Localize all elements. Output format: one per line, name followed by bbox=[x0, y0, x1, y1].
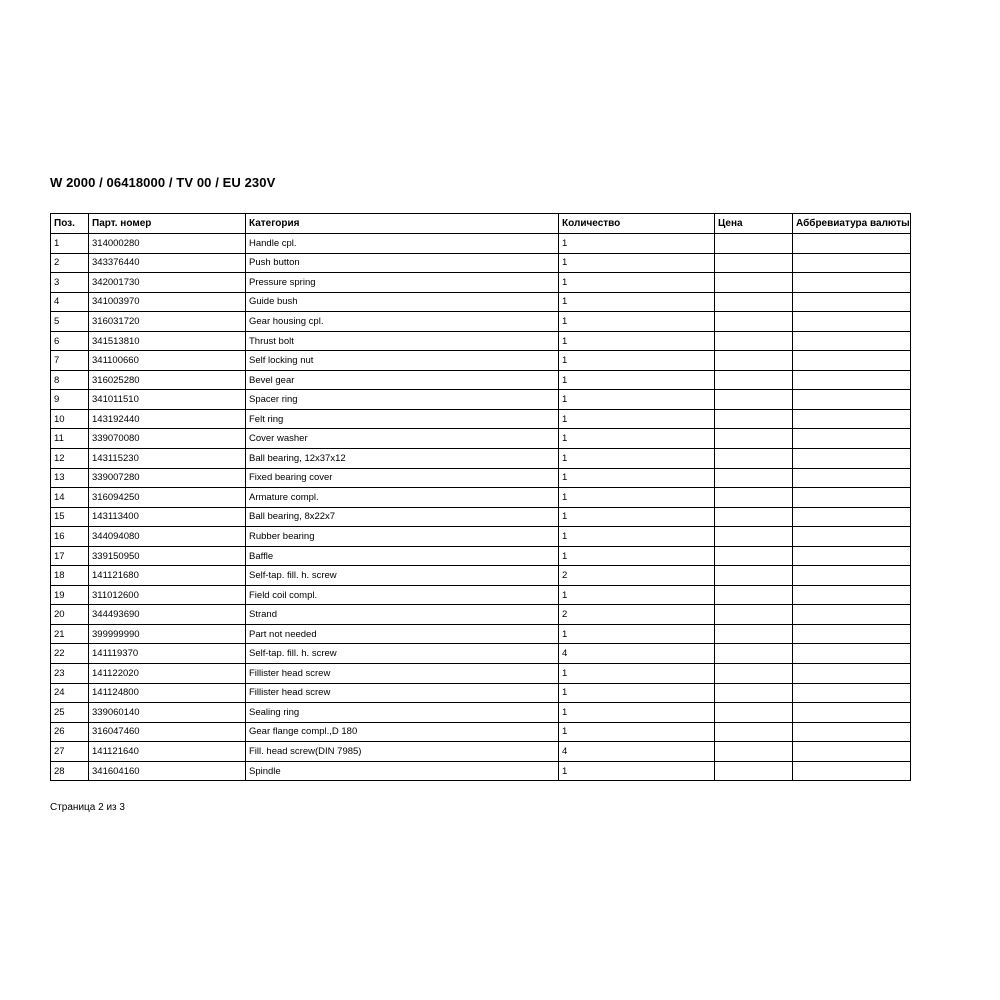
cell-price bbox=[715, 390, 793, 410]
cell-position: 14 bbox=[51, 488, 89, 508]
cell-price bbox=[715, 292, 793, 312]
cell-price bbox=[715, 312, 793, 332]
cell-part-number: 341604160 bbox=[89, 761, 246, 781]
cell-position: 23 bbox=[51, 664, 89, 684]
cell-position: 7 bbox=[51, 351, 89, 371]
cell-currency bbox=[793, 605, 911, 625]
cell-currency bbox=[793, 292, 911, 312]
cell-part-number: 143113400 bbox=[89, 507, 246, 527]
cell-category: Ball bearing, 8x22x7 bbox=[246, 507, 559, 527]
header-position: Поз. bbox=[51, 214, 89, 234]
cell-quantity: 4 bbox=[559, 644, 715, 664]
cell-part-number: 143115230 bbox=[89, 449, 246, 469]
table-row bbox=[51, 488, 911, 508]
cell-quantity: 1 bbox=[559, 507, 715, 527]
cell-price bbox=[715, 507, 793, 527]
cell-part-number: 341011510 bbox=[89, 390, 246, 410]
cell-category: Armature compl. bbox=[246, 488, 559, 508]
table-row bbox=[51, 683, 911, 703]
cell-quantity: 1 bbox=[559, 449, 715, 469]
cell-part-number: 341003970 bbox=[89, 292, 246, 312]
cell-price bbox=[715, 683, 793, 703]
cell-currency bbox=[793, 644, 911, 664]
table-row bbox=[51, 664, 911, 684]
table-row bbox=[51, 507, 911, 527]
cell-part-number: 141121640 bbox=[89, 742, 246, 762]
cell-category: Cover washer bbox=[246, 429, 559, 449]
cell-part-number: 141124800 bbox=[89, 683, 246, 703]
table-row bbox=[51, 331, 911, 351]
document-title: W 2000 / 06418000 / TV 00 / EU 230V bbox=[50, 175, 276, 190]
table-body bbox=[51, 234, 911, 781]
cell-part-number: 339150950 bbox=[89, 546, 246, 566]
cell-price bbox=[715, 234, 793, 254]
cell-currency bbox=[793, 566, 911, 586]
cell-quantity: 1 bbox=[559, 253, 715, 273]
cell-currency bbox=[793, 390, 911, 410]
cell-price bbox=[715, 273, 793, 293]
cell-part-number: 339007280 bbox=[89, 468, 246, 488]
cell-quantity: 1 bbox=[559, 488, 715, 508]
cell-currency bbox=[793, 409, 911, 429]
cell-part-number: 311012600 bbox=[89, 585, 246, 605]
cell-quantity: 1 bbox=[559, 527, 715, 547]
cell-currency bbox=[793, 742, 911, 762]
cell-part-number: 339070080 bbox=[89, 429, 246, 449]
cell-currency bbox=[793, 312, 911, 332]
cell-quantity: 2 bbox=[559, 605, 715, 625]
cell-position: 5 bbox=[51, 312, 89, 332]
cell-position: 6 bbox=[51, 331, 89, 351]
table-row bbox=[51, 351, 911, 371]
cell-category: Gear flange compl.,D 180 bbox=[246, 722, 559, 742]
cell-category: Thrust bolt bbox=[246, 331, 559, 351]
cell-category: Sealing ring bbox=[246, 703, 559, 723]
cell-price bbox=[715, 761, 793, 781]
table-row bbox=[51, 527, 911, 547]
cell-quantity: 1 bbox=[559, 292, 715, 312]
cell-price bbox=[715, 429, 793, 449]
cell-part-number: 141121680 bbox=[89, 566, 246, 586]
header-price: Цена bbox=[715, 214, 793, 234]
header-row bbox=[51, 214, 911, 234]
cell-currency bbox=[793, 468, 911, 488]
cell-price bbox=[715, 585, 793, 605]
cell-quantity: 1 bbox=[559, 683, 715, 703]
cell-price bbox=[715, 722, 793, 742]
cell-currency bbox=[793, 546, 911, 566]
cell-currency bbox=[793, 488, 911, 508]
cell-category: Strand bbox=[246, 605, 559, 625]
cell-category: Bevel gear bbox=[246, 370, 559, 390]
cell-position: 17 bbox=[51, 546, 89, 566]
cell-position: 26 bbox=[51, 722, 89, 742]
cell-position: 28 bbox=[51, 761, 89, 781]
cell-currency bbox=[793, 527, 911, 547]
cell-price bbox=[715, 664, 793, 684]
cell-part-number: 316025280 bbox=[89, 370, 246, 390]
cell-quantity: 1 bbox=[559, 664, 715, 684]
cell-price bbox=[715, 624, 793, 644]
cell-position: 27 bbox=[51, 742, 89, 762]
cell-category: Gear housing cpl. bbox=[246, 312, 559, 332]
cell-category: Handle cpl. bbox=[246, 234, 559, 254]
cell-currency bbox=[793, 273, 911, 293]
cell-part-number: 143192440 bbox=[89, 409, 246, 429]
cell-price bbox=[715, 546, 793, 566]
cell-category: Fixed bearing cover bbox=[246, 468, 559, 488]
cell-part-number: 399999990 bbox=[89, 624, 246, 644]
cell-currency bbox=[793, 507, 911, 527]
cell-quantity: 1 bbox=[559, 585, 715, 605]
cell-currency bbox=[793, 449, 911, 469]
cell-price bbox=[715, 331, 793, 351]
cell-price bbox=[715, 742, 793, 762]
cell-position: 12 bbox=[51, 449, 89, 469]
cell-category: Pressure spring bbox=[246, 273, 559, 293]
cell-position: 13 bbox=[51, 468, 89, 488]
cell-position: 3 bbox=[51, 273, 89, 293]
table-row bbox=[51, 742, 911, 762]
header-currency: Аббревиатура валюты bbox=[793, 214, 911, 234]
cell-category: Self locking nut bbox=[246, 351, 559, 371]
parts-table bbox=[50, 213, 911, 781]
cell-part-number: 342001730 bbox=[89, 273, 246, 293]
cell-position: 16 bbox=[51, 527, 89, 547]
cell-position: 9 bbox=[51, 390, 89, 410]
cell-part-number: 316047460 bbox=[89, 722, 246, 742]
cell-quantity: 4 bbox=[559, 742, 715, 762]
cell-currency bbox=[793, 664, 911, 684]
cell-category: Felt ring bbox=[246, 409, 559, 429]
cell-part-number: 316031720 bbox=[89, 312, 246, 332]
cell-category: Spindle bbox=[246, 761, 559, 781]
cell-currency bbox=[793, 722, 911, 742]
table-row bbox=[51, 390, 911, 410]
cell-quantity: 1 bbox=[559, 546, 715, 566]
cell-currency bbox=[793, 585, 911, 605]
table-row bbox=[51, 273, 911, 293]
cell-currency bbox=[793, 370, 911, 390]
table-row bbox=[51, 546, 911, 566]
cell-part-number: 341100660 bbox=[89, 351, 246, 371]
cell-category: Ball bearing, 12x37x12 bbox=[246, 449, 559, 469]
cell-category: Self-tap. fill. h. screw bbox=[246, 566, 559, 586]
cell-position: 24 bbox=[51, 683, 89, 703]
table-row bbox=[51, 761, 911, 781]
table-row bbox=[51, 722, 911, 742]
cell-position: 21 bbox=[51, 624, 89, 644]
cell-price bbox=[715, 253, 793, 273]
page-footer: Страница 2 из 3 bbox=[50, 802, 125, 813]
cell-position: 10 bbox=[51, 409, 89, 429]
cell-position: 20 bbox=[51, 605, 89, 625]
cell-part-number: 344094080 bbox=[89, 527, 246, 547]
table-row bbox=[51, 703, 911, 723]
cell-part-number: 316094250 bbox=[89, 488, 246, 508]
table-row bbox=[51, 429, 911, 449]
cell-position: 25 bbox=[51, 703, 89, 723]
cell-currency bbox=[793, 234, 911, 254]
cell-quantity: 1 bbox=[559, 331, 715, 351]
table-row bbox=[51, 468, 911, 488]
cell-currency bbox=[793, 331, 911, 351]
table-row bbox=[51, 234, 911, 254]
cell-currency bbox=[793, 253, 911, 273]
cell-price bbox=[715, 605, 793, 625]
cell-price bbox=[715, 351, 793, 371]
cell-part-number: 339060140 bbox=[89, 703, 246, 723]
table-row bbox=[51, 370, 911, 390]
cell-quantity: 1 bbox=[559, 703, 715, 723]
cell-price bbox=[715, 488, 793, 508]
cell-category: Baffle bbox=[246, 546, 559, 566]
cell-price bbox=[715, 409, 793, 429]
cell-quantity: 1 bbox=[559, 273, 715, 293]
cell-part-number: 343376440 bbox=[89, 253, 246, 273]
table-row bbox=[51, 566, 911, 586]
cell-currency bbox=[793, 351, 911, 371]
cell-price bbox=[715, 527, 793, 547]
cell-position: 22 bbox=[51, 644, 89, 664]
table-row bbox=[51, 585, 911, 605]
cell-position: 19 bbox=[51, 585, 89, 605]
cell-currency bbox=[793, 624, 911, 644]
table-row bbox=[51, 605, 911, 625]
cell-category: Guide bush bbox=[246, 292, 559, 312]
cell-category: Fillister head screw bbox=[246, 683, 559, 703]
cell-currency bbox=[793, 703, 911, 723]
table-row bbox=[51, 292, 911, 312]
table-row bbox=[51, 449, 911, 469]
cell-price bbox=[715, 566, 793, 586]
cell-category: Spacer ring bbox=[246, 390, 559, 410]
cell-part-number: 141119370 bbox=[89, 644, 246, 664]
cell-position: 2 bbox=[51, 253, 89, 273]
cell-category: Fill. head screw(DIN 7985) bbox=[246, 742, 559, 762]
cell-position: 11 bbox=[51, 429, 89, 449]
cell-price bbox=[715, 644, 793, 664]
cell-category: Part not needed bbox=[246, 624, 559, 644]
cell-price bbox=[715, 370, 793, 390]
cell-category: Push button bbox=[246, 253, 559, 273]
cell-quantity: 1 bbox=[559, 722, 715, 742]
header-part-number: Парт. номер bbox=[89, 214, 246, 234]
header-category: Категория bbox=[246, 214, 559, 234]
cell-position: 1 bbox=[51, 234, 89, 254]
cell-currency bbox=[793, 429, 911, 449]
cell-price bbox=[715, 468, 793, 488]
cell-currency bbox=[793, 683, 911, 703]
cell-position: 8 bbox=[51, 370, 89, 390]
table-header bbox=[51, 214, 911, 234]
cell-quantity: 2 bbox=[559, 566, 715, 586]
cell-quantity: 1 bbox=[559, 390, 715, 410]
cell-quantity: 1 bbox=[559, 370, 715, 390]
cell-quantity: 1 bbox=[559, 312, 715, 332]
cell-quantity: 1 bbox=[559, 429, 715, 449]
cell-category: Field coil compl. bbox=[246, 585, 559, 605]
cell-price bbox=[715, 449, 793, 469]
cell-position: 4 bbox=[51, 292, 89, 312]
cell-part-number: 141122020 bbox=[89, 664, 246, 684]
table-row bbox=[51, 312, 911, 332]
table-row bbox=[51, 624, 911, 644]
cell-quantity: 1 bbox=[559, 761, 715, 781]
header-quantity: Количество bbox=[559, 214, 715, 234]
cell-part-number: 344493690 bbox=[89, 605, 246, 625]
cell-quantity: 1 bbox=[559, 624, 715, 644]
cell-quantity: 1 bbox=[559, 351, 715, 371]
cell-currency bbox=[793, 761, 911, 781]
cell-quantity: 1 bbox=[559, 234, 715, 254]
cell-part-number: 341513810 bbox=[89, 331, 246, 351]
cell-position: 18 bbox=[51, 566, 89, 586]
cell-quantity: 1 bbox=[559, 409, 715, 429]
cell-category: Self-tap. fill. h. screw bbox=[246, 644, 559, 664]
cell-price bbox=[715, 703, 793, 723]
cell-position: 15 bbox=[51, 507, 89, 527]
table-row bbox=[51, 644, 911, 664]
cell-category: Rubber bearing bbox=[246, 527, 559, 547]
table-row bbox=[51, 409, 911, 429]
cell-quantity: 1 bbox=[559, 468, 715, 488]
cell-part-number: 314000280 bbox=[89, 234, 246, 254]
cell-category: Fillister head screw bbox=[246, 664, 559, 684]
table-row bbox=[51, 253, 911, 273]
